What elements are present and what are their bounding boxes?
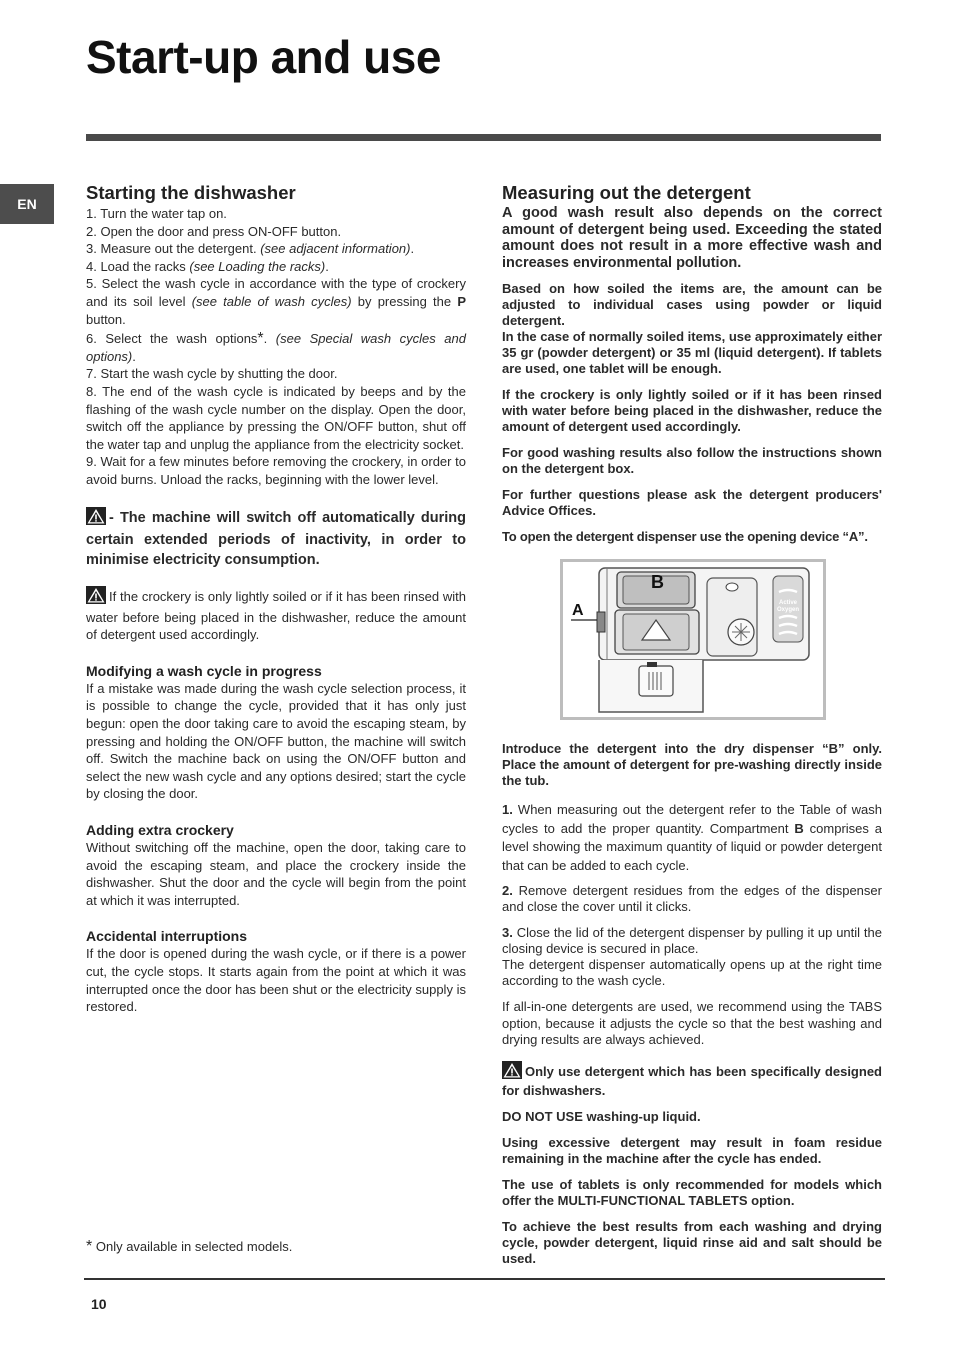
footer-divider (84, 1278, 885, 1280)
measuring-paragraph: Based on how soiled the items are, the amount can be adjusted to individual cases using powder or liquid detergent. (502, 281, 882, 329)
dispenser-note: The detergent dispenser automatically opens up at the right time according to the wash cycle. (502, 957, 882, 988)
measuring-paragraph: To open the detergent dispenser use the opening device “A”. (502, 529, 868, 545)
adding-text: Without switching off the machine, open the door, taking care to avoid the escaping steam, and place the crockery inside the dishwasher. Shut the door and the cycle will begin from the point at which it was interrupted. (86, 839, 466, 908)
cross-reference: (see Special wash cycles and options) (86, 331, 466, 364)
cross-reference: (see Loading the racks) (189, 258, 326, 274)
interruptions-text: If the door is opened during the wash cycle, or if there is a power cut, the cycle stops. It starts again from the point at which it was interrupted once the door has been shut or the electricity supply is restored. (86, 946, 466, 1015)
step-item: 5. Select the wash cycle in accordance with the type of crockery and its soil level (see table of wash cycles) by pressing the P button. (86, 276, 466, 327)
dispenser-illustration (563, 562, 823, 717)
auto-off-warning: - The machine will switch off automatically during certain extended periods of inactivity, in order to minimise electricity consumption. (86, 507, 466, 571)
page-title: Start-up and use (86, 31, 441, 83)
cross-reference: (see table of wash cycles) (191, 293, 352, 309)
modifying-text: If a mistake was made during the wash cycle selection process, it is possible to change the cycle, provided that it has only just begun: open the door taking care to avoid the escaping steam, by pressing and holding the ON/OFF button, the machine will switch off. Switch the machine back on using the ON/OFF button and select the new wash cycle and any options desired; start the cycle by closing the door. (86, 680, 466, 802)
active-oxygen-badge: Active Oxygen (776, 600, 799, 614)
step-item: 4. Load the racks (see Loading the racks). (86, 258, 329, 274)
step-item: 9. Wait for a few minutes before removing the crockery, in order to avoid burns. Unload the racks, beginning with the lower level. (86, 454, 466, 487)
detergent-warning: Only use detergent which has been specifically designed for dishwashers. (502, 1061, 882, 1099)
detergent-dispenser-figure (560, 559, 826, 720)
section-heading-starting: Starting the dishwasher (86, 182, 296, 203)
step-item: 8. The end of the wash cycle is indicated by beeps and by the flashing of the wash cycle number on the display. Open the door, switch off the appliance by pressing the ON/OFF button, shut off the water tap and unplug the appliance from the electricity socket. (86, 383, 466, 452)
detergent-warning: To achieve the best results from each washing and drying cycle, powder detergent, liquid rinse aid and salt should be used. (502, 1218, 882, 1266)
title-divider (86, 134, 881, 141)
right-column (502, 182, 882, 1267)
warning-icon (86, 586, 106, 609)
cross-reference: (see adjacent information) (260, 241, 411, 257)
p-key: P (457, 293, 466, 309)
numbered-step: 1. When measuring out the detergent refer to the Table of wash cycles to add the proper quantity. Compartment B comprises a level showing the maximum quantity of liquid or powder detergent that can be added to each cycle. (502, 802, 882, 873)
measuring-paragraph: Introduce the detergent into the dry dispenser “B” only. Place the amount of detergent for pre-washing directly inside the tub. (502, 741, 882, 789)
warning-icon (86, 507, 106, 532)
warning-icon (502, 1061, 522, 1083)
step-item: 6. Select the wash options*. (see Special wash cycles and options). (86, 330, 466, 364)
detergent-warning: Using excessive detergent may result in foam residue remaining in the machine after the cycle has ended. (502, 1134, 882, 1166)
section-heading-measuring: Measuring out the detergent (502, 182, 751, 203)
measuring-paragraph: For further questions please ask the detergent producers' Advice Offices. (502, 487, 882, 519)
detergent-warning: The use of tablets is only recommended for models which offer the MULTI-FUNCTIONAL TABLETS option. (502, 1176, 882, 1208)
step-item: 7. Start the wash cycle by shutting the door. (86, 366, 338, 382)
footnote: * Only available in selected models. (86, 1238, 293, 1255)
measuring-paragraph: In the case of normally soiled items, use approximately either 35 gr (powder detergent) or 35 ml (liquid detergent). If tablets are used, one tablet will be enough. (502, 329, 883, 377)
section-heading-adding: Adding extra crockery (86, 821, 234, 838)
step-item: 1. Turn the water tap on. (86, 206, 227, 221)
detergent-warning: DO NOT USE washing-up liquid. (502, 1108, 701, 1124)
measuring-paragraph: If the crockery is only lightly soiled or if it has been rinsed with water before being placed in the dishwasher, reduce the amount of detergent used accordingly. (502, 387, 882, 435)
left-column (86, 182, 466, 1016)
start-steps-list (86, 205, 466, 489)
light-soil-note: If the crockery is only lightly soiled or if it has been rinsed with water before being placed in the dishwasher, reduce the amount of detergent used accordingly. (86, 586, 466, 644)
language-tab: EN (0, 184, 54, 224)
section-heading-interruptions: Accidental interruptions (86, 928, 248, 945)
section-heading-modifying: Modifying a wash cycle in progress (86, 662, 322, 679)
measuring-paragraph: For good washing results also follow the instructions shown on the detergent box. (502, 445, 882, 477)
step-item: 3. Measure out the detergent. (see adjacent information). (86, 241, 415, 257)
label-a: A (572, 602, 584, 620)
numbered-step: 2. Remove detergent residues from the edges of the dispenser and close the cover until it clicks. (502, 883, 882, 914)
numbered-step: 3. Close the lid of the detergent dispenser by pulling it up until the closing device is secured in place. (502, 925, 882, 956)
measuring-intro: A good wash result also depends on the correct amount of detergent being used. Exceeding the stated amount does not result in a more effective wash and increases environmental pollution. (502, 205, 882, 271)
step-item: 2. Open the door and press ON-OFF button. (86, 223, 342, 239)
label-b: B (651, 572, 664, 593)
page-number: 10 (91, 1296, 107, 1312)
tabs-note: If all-in-one detergents are used, we recommend using the TABS option, because it adjusts the cycle so that the best washing and drying results are always achieved. (502, 999, 882, 1047)
